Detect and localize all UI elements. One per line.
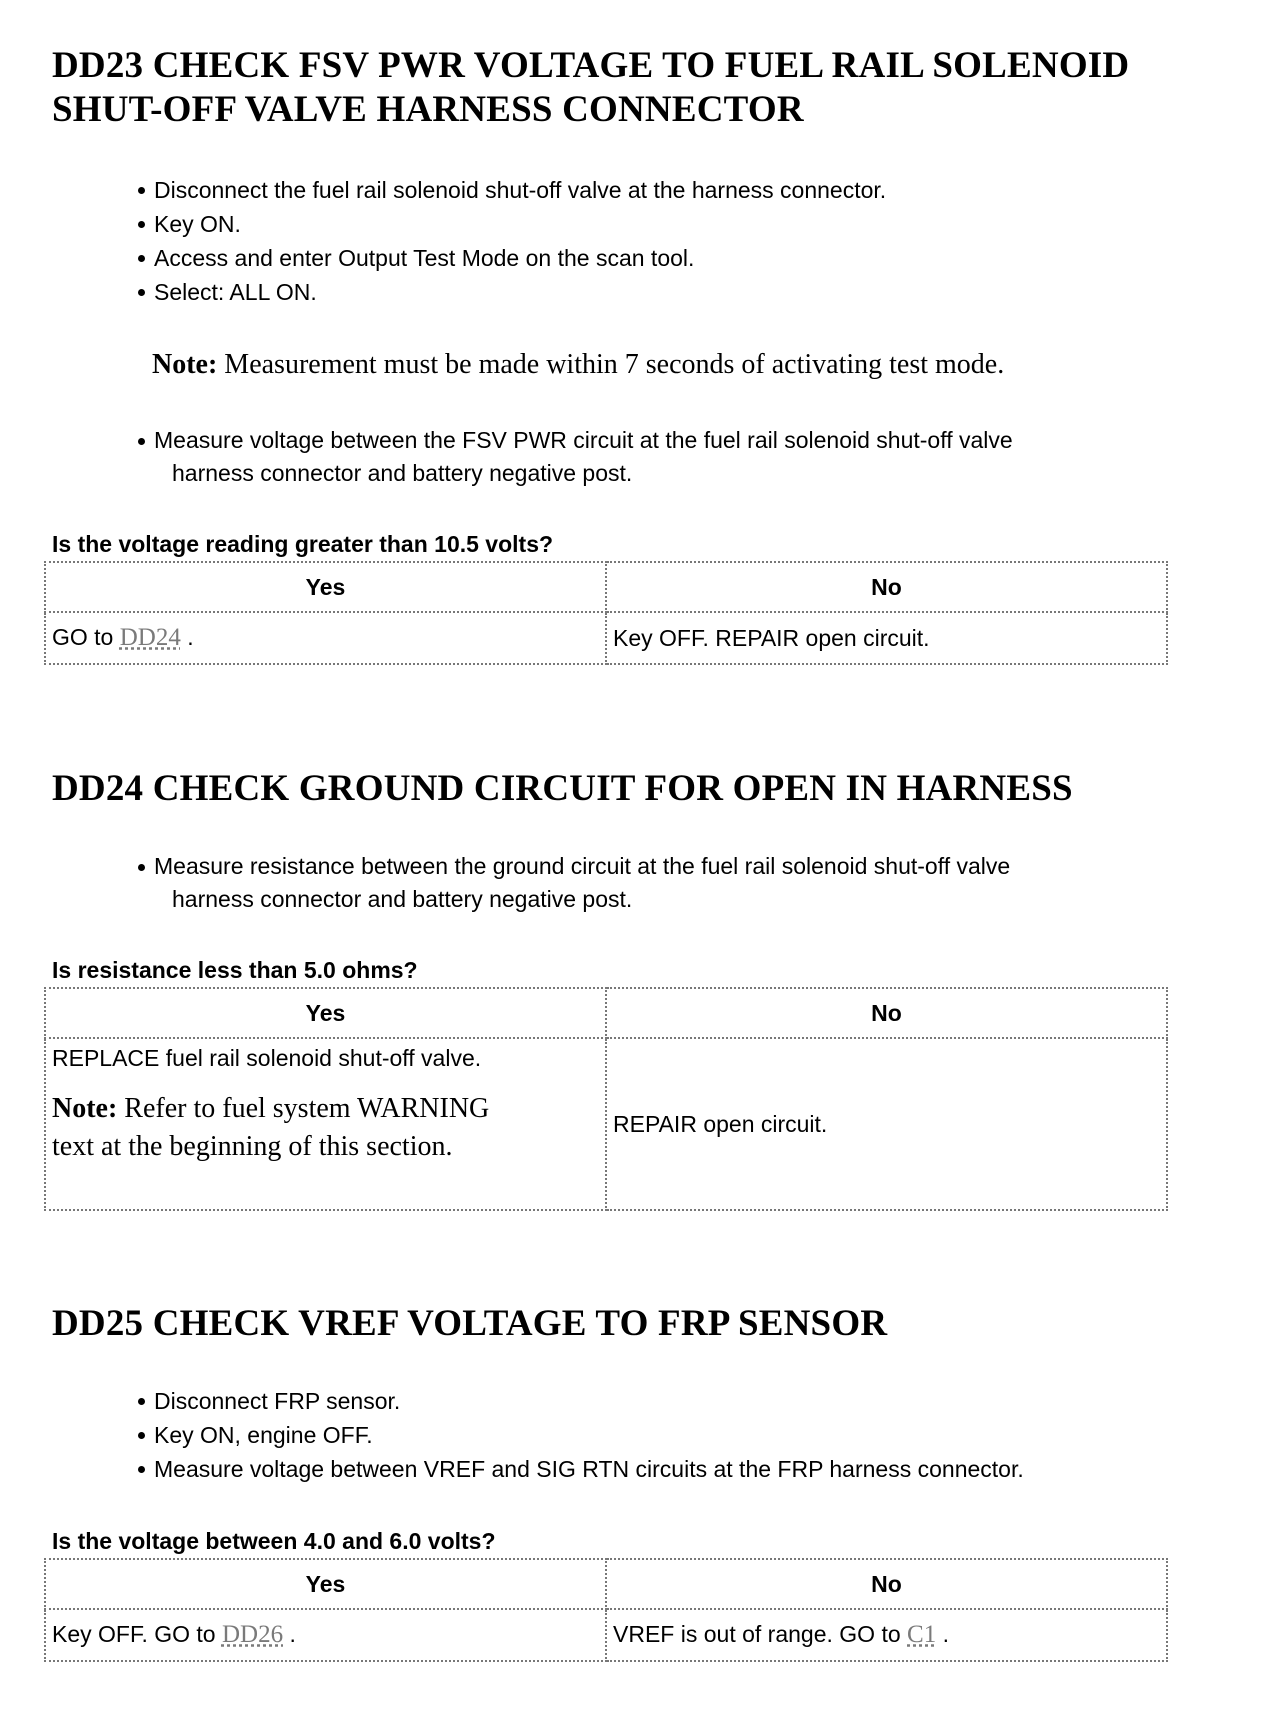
dd23-yes-prefix: GO to (52, 624, 120, 650)
dd25-yes-suffix: . (283, 1621, 296, 1647)
dd25-step-2: Key ON, engine OFF. (138, 1418, 1214, 1452)
dd23-step-5 (138, 424, 1214, 490)
dd23-note-text: Measurement must be made within 7 seconds of activating test mode. (217, 349, 1005, 380)
dd23-yes-header: Yes (45, 562, 606, 612)
dd23-no-header: No (606, 562, 1167, 612)
dd23-step-1: Disconnect the fuel rail solenoid shut-off valve at the harness connector. (138, 173, 1214, 207)
dd23-note (152, 346, 1004, 384)
dd25-step-1: Disconnect FRP sensor. (138, 1384, 1214, 1418)
dd23-heading-line1: DD23 CHECK FSV PWR VOLTAGE TO FUEL RAIL SOLENOID (52, 45, 1130, 86)
dd25-goto-dd26-link[interactable]: DD26 (221, 1621, 284, 1648)
dd25-no-header: No (606, 1559, 1167, 1609)
dd25-table (44, 1558, 1168, 1662)
dd24-yes-text: REPLACE fuel rail solenoid shut-off valve. (52, 1045, 482, 1071)
dd23-heading-line2: SHUT-OFF VALVE HARNESS CONNECTOR (52, 89, 804, 130)
dd23-step-5-line1: Measure voltage between the FSV PWR circuit at the fuel rail solenoid shut-off valve (154, 427, 1013, 453)
dd25-no-cell (606, 1609, 1167, 1661)
dd24-no-cell: REPAIR open circuit. (606, 1038, 1167, 1210)
dd25-no-prefix: VREF is out of range. GO to (613, 1621, 908, 1647)
dd24-no-header: No (606, 988, 1167, 1038)
dd24-yes-header: Yes (45, 988, 606, 1038)
dd24-yes-note-line1: Refer to fuel system WARNING (117, 1093, 490, 1124)
dd24-yes-note-label: Note: (52, 1093, 118, 1124)
dd24-heading: DD24 CHECK GROUND CIRCUIT FOR OPEN IN HARNESS (52, 768, 1073, 809)
dd24-yes-note (52, 1090, 599, 1166)
dd24-step-1 (138, 850, 1214, 916)
dd25-heading: DD25 CHECK VREF VOLTAGE TO FRP SENSOR (52, 1303, 888, 1344)
dd25-no-suffix: . (936, 1621, 949, 1647)
dd24-step-1-line2: harness connector and battery negative post. (172, 886, 633, 912)
dd23-table (44, 561, 1168, 665)
dd23-note-label: Note: (152, 349, 218, 380)
dd24-steps (138, 850, 1214, 916)
dd23-yes-cell (45, 612, 606, 664)
dd25-yes-cell (45, 1609, 606, 1661)
dd23-no-cell: Key OFF. REPAIR open circuit. (606, 612, 1167, 664)
dd24-yes-note-line2: text at the beginning of this section. (52, 1131, 453, 1162)
dd25-step-3: Measure voltage between VREF and SIG RTN circuits at the FRP harness connector. (138, 1452, 1214, 1486)
dd25-question: Is the voltage between 4.0 and 6.0 volts? (52, 1528, 496, 1554)
dd24-step-1-line1: Measure resistance between the ground circuit at the fuel rail solenoid shut-off valve (154, 853, 1011, 879)
dd23-goto-dd24-link[interactable]: DD24 (119, 624, 181, 651)
dd24-question: Is resistance less than 5.0 ohms? (52, 957, 418, 983)
dd23-step-5-line2: harness connector and battery negative post. (172, 460, 633, 486)
dd25-yes-prefix: Key OFF. GO to (52, 1621, 222, 1647)
dd24-yes-cell (45, 1038, 606, 1210)
dd25-goto-c1-link[interactable]: C1 (907, 1621, 937, 1648)
dd23-steps-2 (138, 424, 1214, 490)
dd23-steps (138, 173, 1214, 309)
dd25-yes-header: Yes (45, 1559, 606, 1609)
dd23-heading (52, 44, 1129, 132)
dd23-yes-suffix: . (180, 624, 194, 650)
dd23-step-4: Select: ALL ON. (138, 275, 1214, 309)
dd23-question: Is the voltage reading greater than 10.5 volts? (52, 531, 554, 557)
dd23-step-3: Access and enter Output Test Mode on the scan tool. (138, 241, 1214, 275)
dd23-step-2: Key ON. (138, 207, 1214, 241)
dd25-steps (138, 1384, 1214, 1486)
dd24-table (44, 987, 1168, 1211)
